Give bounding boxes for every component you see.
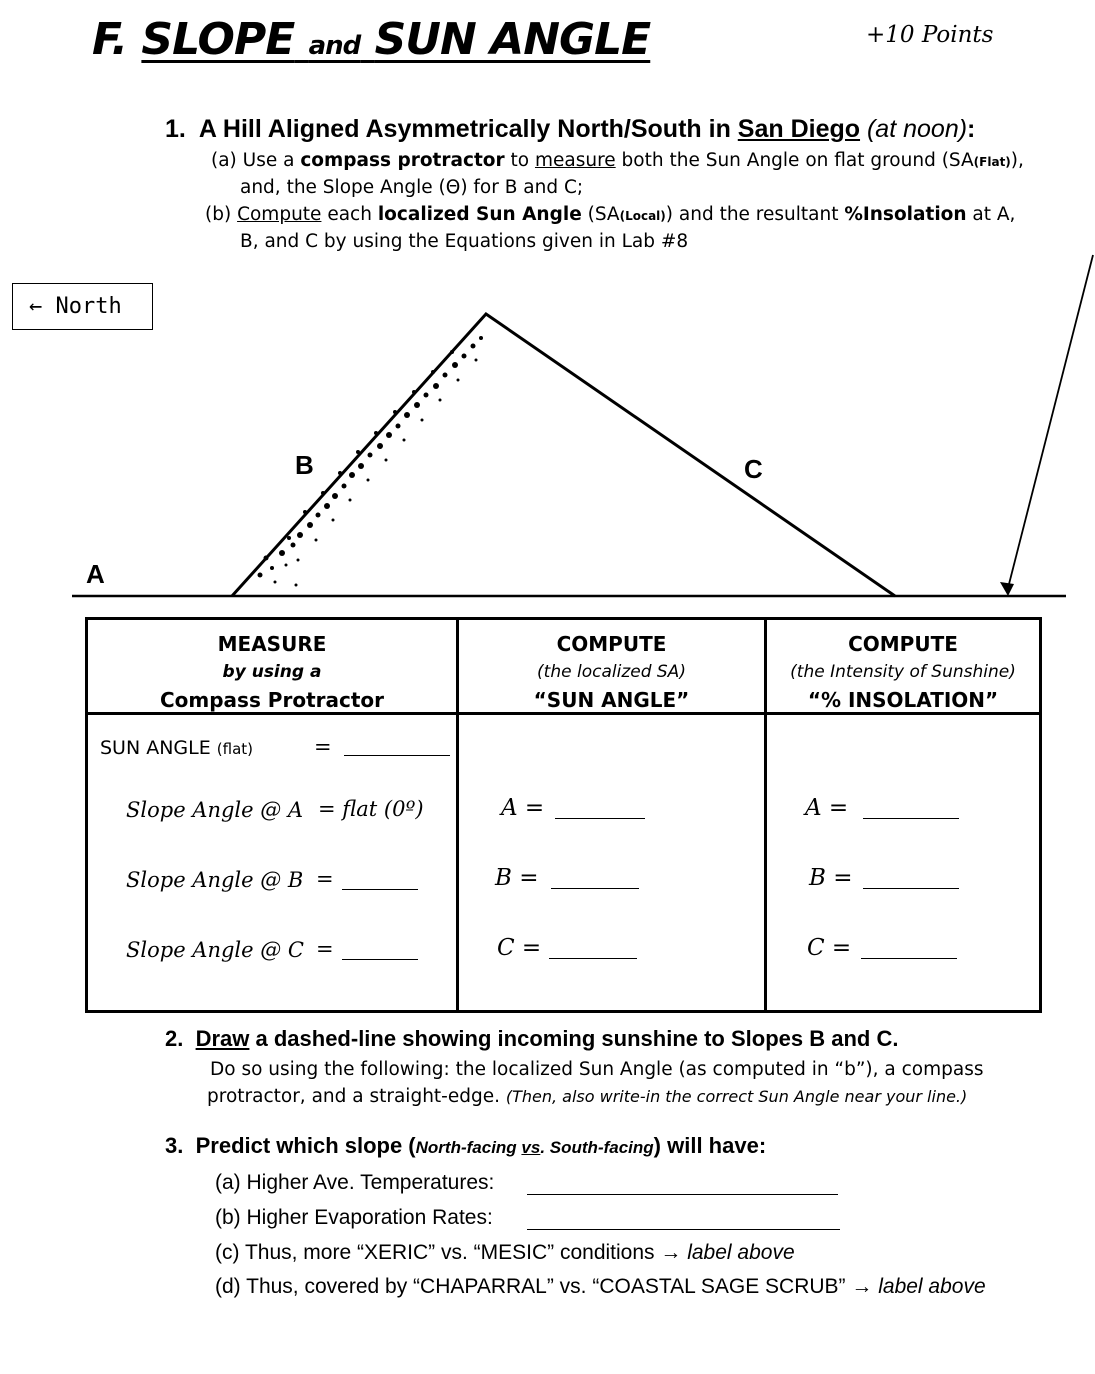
question-1b-text: (b) Compute each localized Sun Angle (SA(Local)) and the resultant %Insolation at A, [205, 204, 1016, 225]
insolation-a-blank[interactable] [863, 818, 959, 819]
label-a: A [86, 559, 105, 589]
sun-angle-c-label: C = [497, 935, 542, 961]
insolation-b-blank[interactable] [863, 888, 959, 889]
sun-angle-b-label: B = [495, 865, 539, 891]
question-1-title: 1. A Hill Aligned Asymmetrically North/South in San Diego (at noon): [165, 115, 976, 143]
slope-angle-b-label: Slope Angle @ B [126, 868, 304, 892]
sun-angle-column [458, 714, 766, 1012]
insolation-a-label: A = [805, 795, 849, 821]
sun-ray-line [1008, 255, 1093, 588]
sun-angle-a-label: A = [501, 795, 545, 821]
insolation-c-blank[interactable] [861, 958, 957, 959]
question-3-title: 3. Predict which slope (North-facing vs. South-facing) will have: [165, 1133, 767, 1158]
sun-angle-a-blank[interactable] [555, 818, 645, 819]
measurement-table [85, 617, 1042, 1013]
hill-outline [232, 314, 895, 596]
points-label: +10 Points [866, 22, 994, 48]
insolation-c-label: C = [807, 935, 852, 961]
question-2-line1: Do so using the following: the localized Sun Angle (as computed in “b”), a compass [210, 1059, 984, 1080]
header-measure: MEASURE by using a Compass Protractor [87, 619, 458, 714]
question-2-line2: protractor, and a straight-edge. (Then, also write-in the correct Sun Angle near your line.) [207, 1086, 968, 1107]
question-3a-blank[interactable] [527, 1194, 838, 1195]
header-insolation: COMPUTE (the Intensity of Sunshine) “% INSOLATION” [766, 619, 1041, 714]
insolation-b-label: B = [809, 865, 853, 891]
question-3b: (b) Higher Evaporation Rates: [215, 1206, 493, 1229]
insolation-column [766, 714, 1041, 1012]
sun-angle-flat-label: SUN ANGLE (flat) [100, 737, 254, 759]
slope-angle-c-label: Slope Angle @ C [126, 938, 304, 962]
question-3a: (a) Higher Ave. Temperatures: [215, 1171, 495, 1194]
north-direction-label: ← North [12, 283, 153, 330]
slope-angle-c-blank[interactable] [342, 959, 418, 960]
title-text: SLOPE and SUN ANGLE [141, 14, 651, 65]
label-b: B [295, 450, 314, 480]
slope-angle-a-label: Slope Angle @ A [126, 798, 304, 822]
question-1a-line2: and, the Slope Angle (Θ) for B and C; [240, 177, 584, 198]
vegetation-stipple [258, 336, 484, 587]
slope-angle-a-value: = flat (0º) [318, 797, 424, 821]
question-3d: (d) Thus, covered by “CHAPARRAL” vs. “COASTAL SAGE SCRUB” → label above [215, 1275, 986, 1298]
question-1a-text: (a) Use a compass protractor to measure both the Sun Angle on flat ground (SA(Flat)), [211, 150, 1024, 171]
question-3b-blank[interactable] [527, 1229, 840, 1230]
sun-ray-arrowhead [1000, 582, 1014, 596]
label-c: C [744, 454, 763, 484]
measure-column: SUN ANGLE (flat) = Slope Angle @ A = flat (0º) Slope Angle @ B = Slope Angle @ C = [87, 714, 458, 1012]
question-2-title: 2. Draw a dashed-line showing incoming sunshine to Slopes B and C. [165, 1026, 899, 1051]
sun-angle-b-blank[interactable] [551, 888, 639, 889]
question-3c: (c) Thus, more “XERIC” vs. “MESIC” conditions → label above [215, 1241, 795, 1264]
sun-angle-flat-blank[interactable] [344, 755, 450, 756]
question-1b-line2: B, and C by using the Equations given in Lab #8 [240, 231, 689, 252]
hill-diagram [0, 0, 1095, 615]
title-letter: F. [92, 14, 128, 65]
header-sun-angle: COMPUTE (the localized SA) “SUN ANGLE” [458, 619, 766, 714]
slope-angle-b-blank[interactable] [342, 889, 418, 890]
sun-angle-c-blank[interactable] [549, 958, 637, 959]
